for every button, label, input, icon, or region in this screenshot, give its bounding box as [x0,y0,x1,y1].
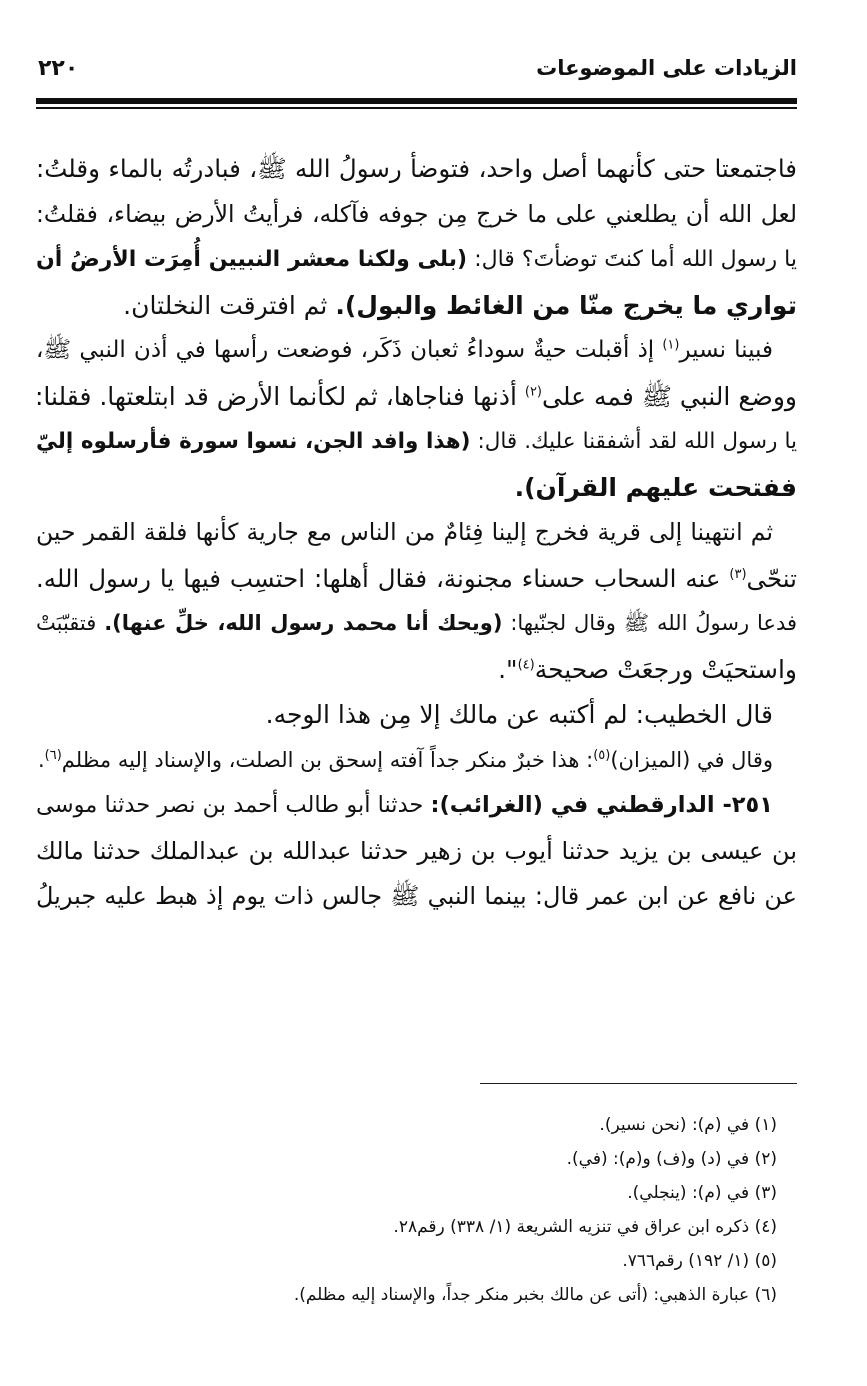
footnote-ref-6: (٦) [44,747,62,763]
text-line: عن نافع عن ابن عمر قال: بينما النبي ﷺ جالس ذات يوم إذ هبط عليه جبريلُ [36,882,797,910]
text-line: تنحّى$^{(٣)}$ عنه السحاب حسناء مجنونة، فقال أهلها: احتسِب فيها يا رسول الله. [36,563,797,593]
text-line: ثم انتهينا إلى قرية فخرج إلينا فِئامٌ من الناس مع جارية كأنها فلقة القمر حين [36,518,773,546]
page-number: ٢٢٠ [38,56,79,81]
footnote-ref-1: (١) [662,337,680,353]
header-rule-thick [36,98,797,104]
text-line: بن عيسى بن يزيد حدثنا أيوب بن زهير حدثنا عبدالله بن عبدالملك حدثنا مالك [36,836,797,865]
text-line: تواري ما يخرج منّا من الغائط والبول). ثم افترقت النخلتان. [123,290,797,320]
text-line: لعل الله أن يطلعني على ما خرج مِن جوفه فآكله، فرأيتُ الأرض بيضاء، فقلتُ: [36,199,797,228]
footnote-ref-2: (٢) [524,384,542,400]
footnote: (٦) عبارة الذهبي: (أتى عن مالك بخبر منكر جداً، والإسناد إليه مظلم). [293,1285,777,1305]
text-line: وقال في (الميزان)$^{(٥)}$: هذا خبرٌ منكر جداً آفته إسحق بن الصلت، والإسناد إليه مظلم$^{(٦)}$. [37,747,773,772]
running-title: الزيادات على الموضوعات [536,56,797,80]
text-line: يا رسول الله أما كنتَ توضأتَ؟ قال: (بلى ولكنا معشر النبيين أُمِرَت الأرضُ أن [36,247,797,272]
entry-heading: ٢٥١- الدارقطني في (الغرائب): [430,792,773,818]
hadith-quote: ففتحت عليهم القرآن). [514,472,797,502]
main-text [36,146,797,920]
page-header [38,52,797,96]
text-line: فدعا رسولُ الله ﷺ وقال لجنّيها: (ويحك أنا محمد رسول الله، خلِّ عنها). فتقبّبَتْ [36,611,798,635]
hadith-quote: (هذا وافد الجن، نسوا سورة فأرسلوه إليّ [36,429,471,454]
header-rule-thin [36,107,797,109]
text-line: فاجتمعتا حتى كأنهما أصل واحد، فتوضأ رسولُ الله ﷺ، فبادرتُه بالماء وقلتُ: [36,154,797,183]
text-line [36,465,797,511]
footnote-ref-5: (٥) [593,747,611,763]
footnote-ref-4: (٤) [517,657,535,673]
text-line: فبينا نسير$^{(١)}$ إذ أقبلت حيةٌ سوداءُ ثعبان ذَكَر، فوضعت رأسها في أذن النبي ﷺ، [36,337,773,363]
text-line: ووضع النبي ﷺ فمه على$^{(٢)}$ أذنها فناجاها، ثم لكأنما الأرض قد ابتلعتها. فقلنا: [34,381,797,411]
footnote: (٣) في (م): (ينجلي). [627,1183,777,1203]
footnotes [36,1108,777,1312]
text-line: قال الخطيب: لم أكتبه عن مالك إلا مِن هذا الوجه. [265,700,773,729]
text-line: واستحيَتْ ورجعَتْ صحيحة$^{(٤)}$". [498,654,797,684]
footnote: (٢) في (د) و(ف) و(م): (في). [566,1149,777,1169]
text-line: ٢٥١- الدارقطني في (الغرائب): حدثنا أبو طالب أحمد بن نصر حدثنا موسى [36,792,773,818]
hadith-quote: (بلى ولكنا معشر النبيين أُمِرَت الأرضُ أن [36,247,468,272]
text-line: يا رسول الله لقد أشفقنا عليك. قال: (هذا وافد الجن، نسوا سورة فأرسلوه إليّ [36,429,797,454]
hadith-quote: (ويحك أنا محمد رسول الله، خلِّ عنها). [104,611,503,635]
footnote: (١) في (م): (نحن نسير). [599,1115,777,1135]
footnote-ref-3: (٣) [729,566,747,582]
footnote: (٥) (١/ ١٩٢) رقم٧٦٦. [622,1251,777,1271]
hadith-quote: تواري ما يخرج منّا من الغائط والبول). [335,290,797,320]
footnote-separator [480,1083,797,1084]
footnote: (٤) ذكره ابن عراق في تنزيه الشريعة (١/ ٣٣٨) رقم٢٨. [393,1217,777,1237]
